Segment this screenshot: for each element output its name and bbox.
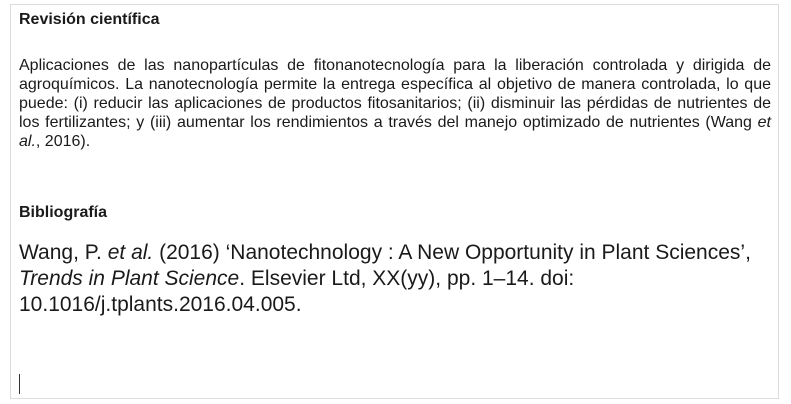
bibliography-heading: Bibliografía <box>19 204 108 221</box>
reference-rest: . Elsevier Ltd, XX(yy), pp. 1–14. doi: 10.1016/j.tplants.2016.04.005. <box>19 267 575 316</box>
reference-author: Wang, P. <box>19 241 108 264</box>
reference-title: (2016) ‘Nanotechnology : A New Opportunity in Plant Sciences’, <box>153 241 751 264</box>
bibliography-reference[interactable] <box>19 240 771 318</box>
review-heading: Revisión científica <box>19 11 160 28</box>
text-cursor <box>19 374 20 394</box>
review-paragraph-text: Aplicaciones de las nanopartículas de fitonanotecnología para la liberación controlada y dirigida de agroquímicos. La nanotecnología permite la entrega específica al objetivo de manera controlada, lo que puede: (i) reducir las aplicaciones de productos fitosanitarios; (ii) disminuir las pérdidas de nutrientes de los fertilizantes; y (iii) aumentar los rendimientos a través del manejo optimizado de nutrientes (Wang <box>19 57 771 131</box>
review-paragraph[interactable] <box>19 56 771 151</box>
reference-journal: Trends in Plant Science <box>19 267 240 290</box>
review-paragraph-etal: et al. <box>19 114 771 150</box>
reference-etal: et al. <box>107 241 154 264</box>
document-content <box>19 10 771 318</box>
review-paragraph-end: , 2016). <box>35 133 91 150</box>
